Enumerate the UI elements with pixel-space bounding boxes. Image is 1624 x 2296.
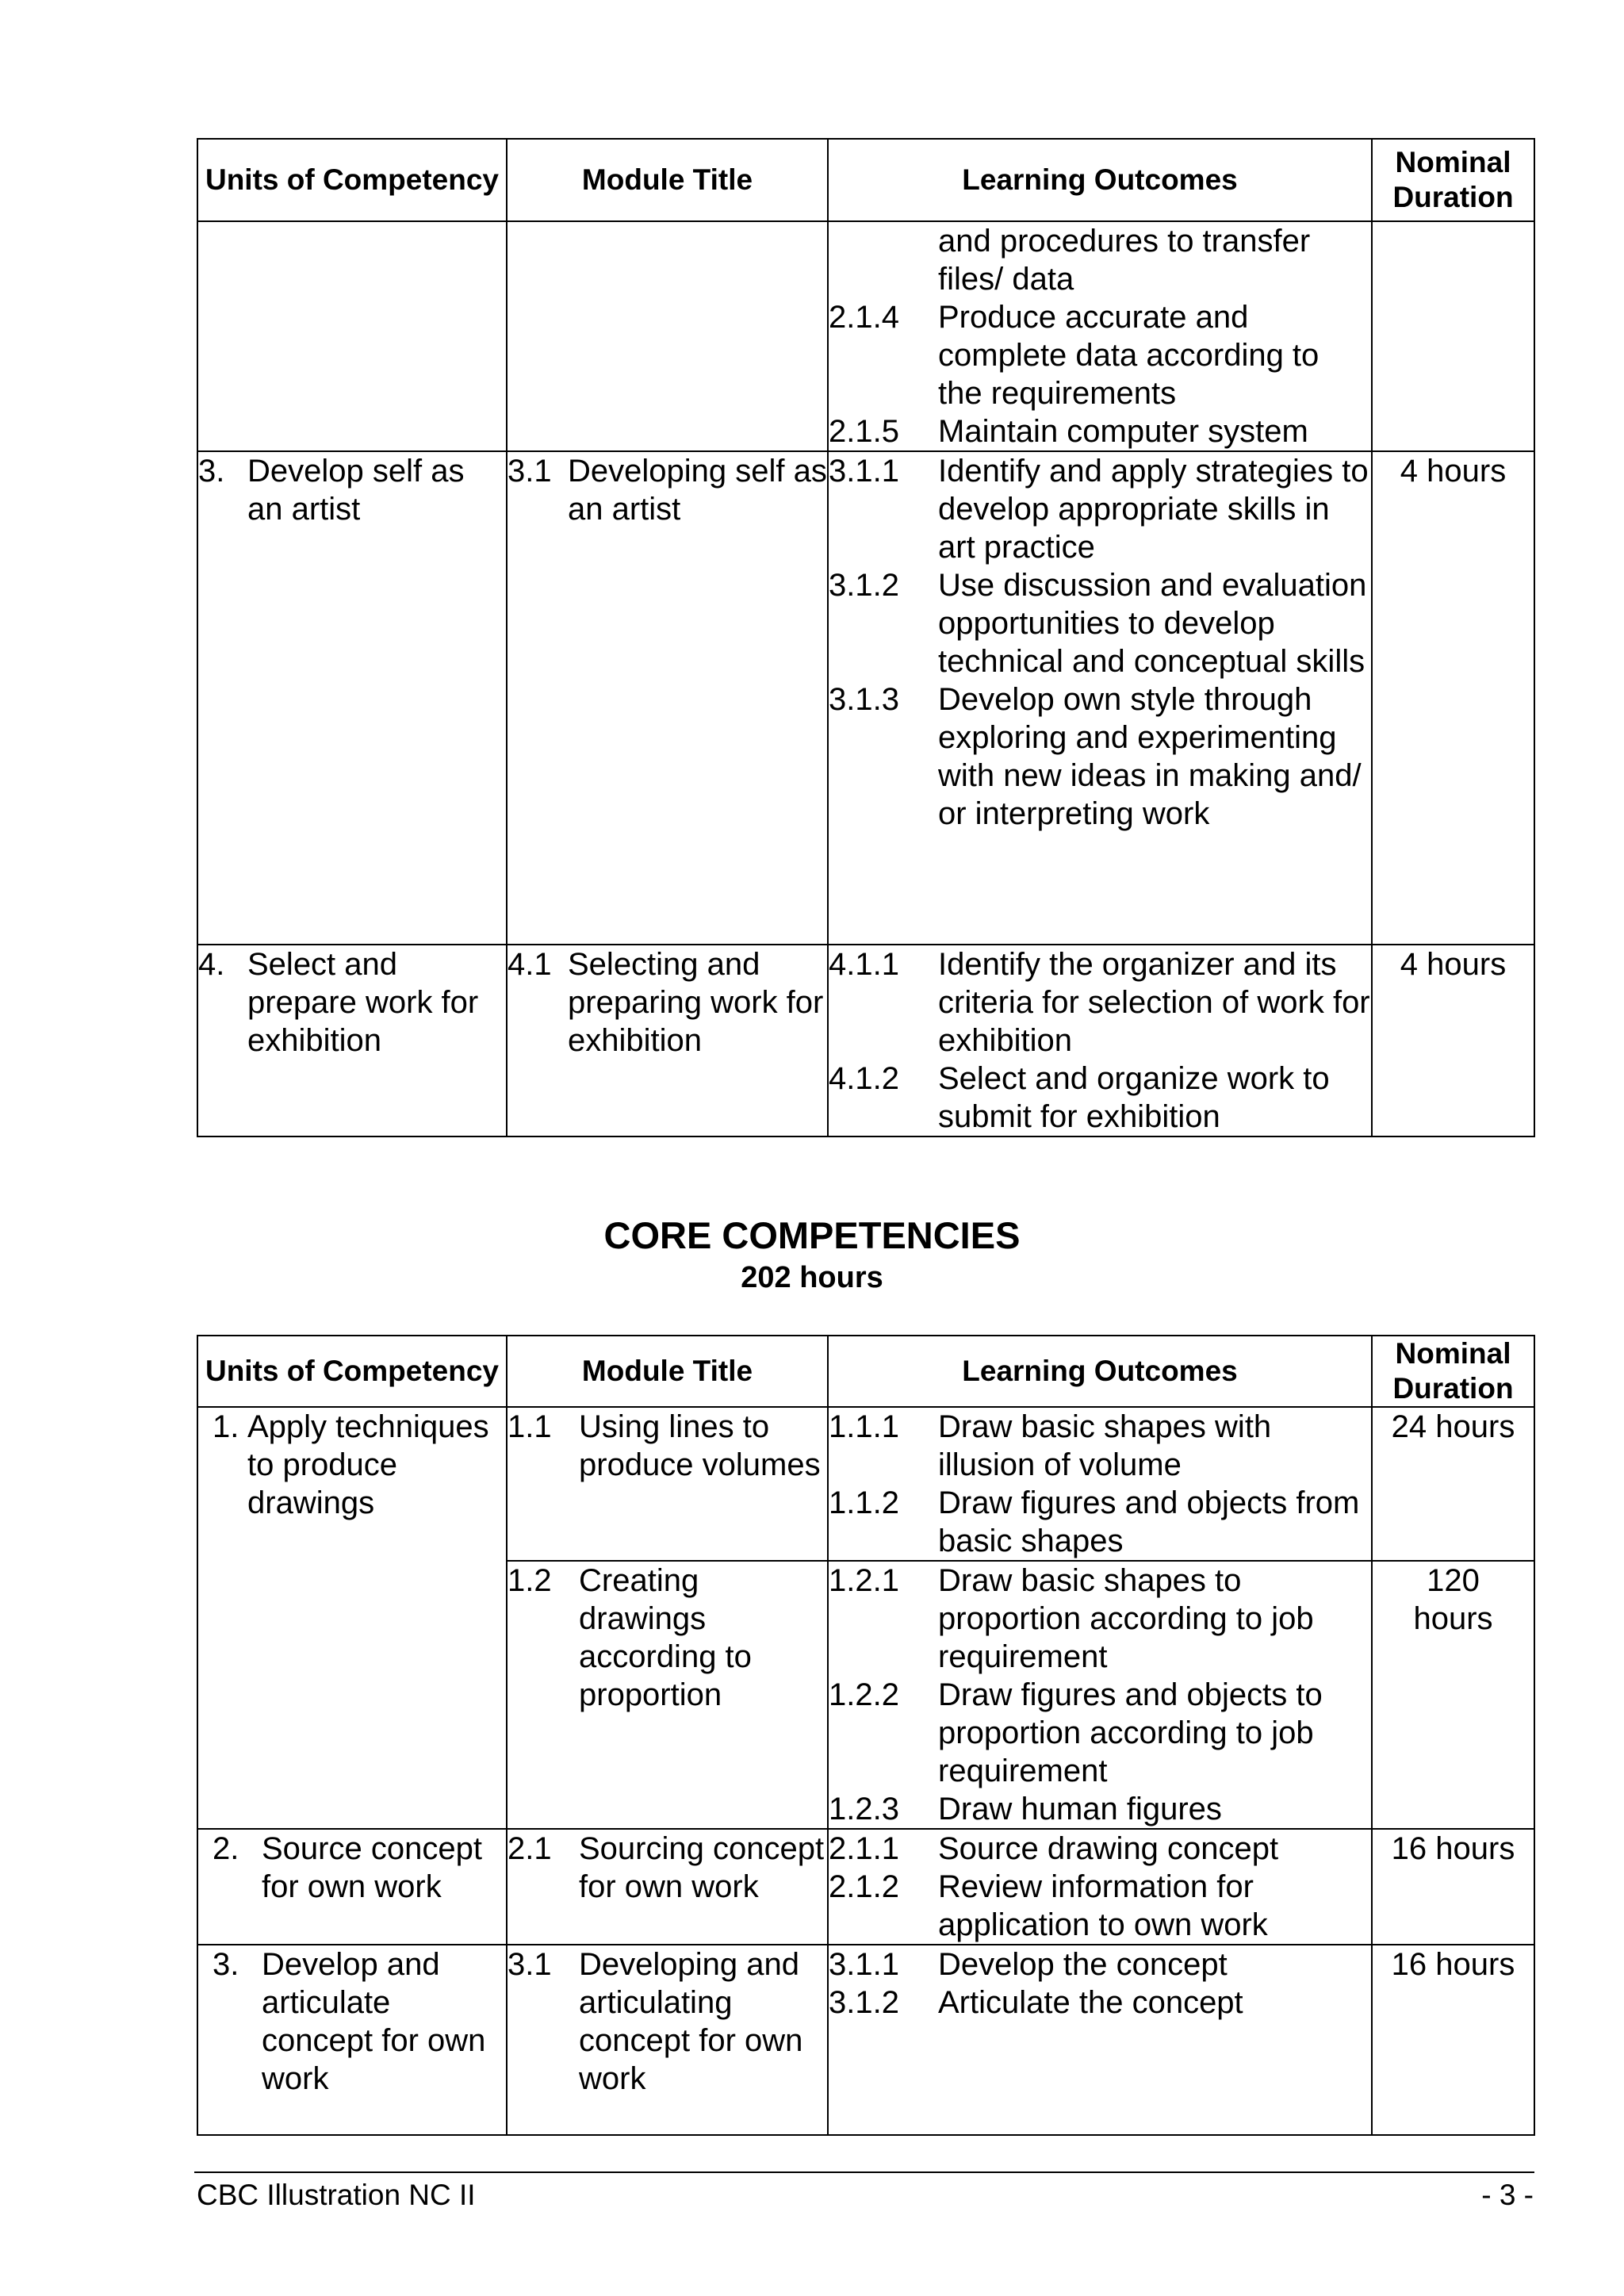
- basic-competencies-table-continued: [197, 138, 1535, 1137]
- table-header-row: [197, 1336, 1534, 1407]
- table-header-row: [197, 139, 1534, 221]
- outcome-number: 3.1.3: [829, 682, 899, 717]
- unit-number: 3.: [213, 1947, 239, 1982]
- table-row: [197, 221, 1534, 451]
- module-number: 1.2: [508, 1563, 552, 1598]
- outcome-item: [829, 680, 1371, 833]
- outcome-number: [829, 222, 938, 298]
- outcome-number: 2.1.4: [829, 300, 899, 335]
- outcome-text: Identify and apply strategies to develop appropriate skills in art practice: [938, 454, 1369, 565]
- outcome-item: [829, 298, 1371, 412]
- outcome-number: 1.1.2: [829, 1485, 899, 1520]
- outcome-number: 3.1.1: [829, 454, 899, 489]
- outcome-number: 4.1.1: [829, 947, 899, 982]
- module-number: 2.1: [508, 1831, 552, 1866]
- outcome-text: Draw human figures: [938, 1792, 1222, 1826]
- module-title: Using lines to produce volumes: [579, 1409, 821, 1482]
- outcome-text: Draw basic shapes to proportion according to job requirement: [938, 1563, 1314, 1674]
- module-title: Developing and articulating concept for own work: [579, 1947, 803, 2096]
- outcome-number: 1.2.1: [829, 1563, 899, 1598]
- outcomes-cell: [828, 1561, 1372, 1829]
- module-cell: [507, 945, 828, 1137]
- outcome-text: Review information for application to own work: [938, 1869, 1268, 1942]
- outcome-text: Select and organize work to submit for exhibition: [938, 1061, 1330, 1134]
- outcome-item: [829, 1868, 1371, 1944]
- outcomes-cell: [828, 945, 1372, 1137]
- outcome-item: [829, 1676, 1371, 1790]
- footer-divider: [194, 2171, 1534, 2173]
- unit-cell: [197, 1829, 507, 1945]
- module-title: Sourcing concept for own work: [579, 1831, 825, 1904]
- footer-document-title: CBC Illustration NC II: [197, 2179, 476, 2211]
- outcome-item: [829, 1408, 1371, 1484]
- header-outcomes: Learning Outcomes: [828, 1336, 1372, 1407]
- outcome-number: 2.1.2: [829, 1869, 899, 1904]
- table-row: [197, 1829, 1534, 1945]
- outcomes-cell: [828, 451, 1372, 945]
- outcome-text: Produce accurate and complete data according to the requirements: [938, 300, 1320, 411]
- header-module: Module Title: [507, 1336, 828, 1407]
- unit-title: Develop and articulate concept for own work: [262, 1947, 486, 2096]
- header-units: Units of Competency: [197, 1336, 507, 1407]
- module-number: 3.1: [508, 1947, 552, 1982]
- header-duration: Nominal Duration: [1372, 1336, 1534, 1407]
- module-title: Creating drawings according to proportion: [579, 1563, 752, 1712]
- unit-cell: [197, 221, 507, 451]
- table-row: [197, 1945, 1534, 2135]
- outcome-number: 4.1.2: [829, 1061, 899, 1096]
- outcome-number: 1.2.3: [829, 1792, 899, 1826]
- outcome-number: 3.1.1: [829, 1947, 899, 1982]
- header-duration: Nominal Duration: [1372, 139, 1534, 221]
- header-outcomes: Learning Outcomes: [828, 139, 1372, 221]
- duration-cell: [1372, 221, 1534, 451]
- unit-cell: [197, 451, 507, 945]
- module-title: Developing self as an artist: [568, 454, 827, 527]
- unit-cell: [197, 1407, 507, 1829]
- table-row: [197, 451, 1534, 945]
- outcome-text: Articulate the concept: [938, 1985, 1243, 2020]
- unit-title: Source concept for own work: [262, 1831, 482, 1904]
- outcome-item: [829, 222, 1371, 298]
- unit-title: Apply techniques to produce drawings: [247, 1409, 489, 1520]
- core-competencies-table: [197, 1335, 1535, 2136]
- outcome-number: 3.1.2: [829, 1985, 899, 2020]
- outcome-number: 1.2.2: [829, 1677, 899, 1712]
- outcome-item: [829, 1484, 1371, 1560]
- duration-cell: 4 hours: [1372, 945, 1534, 1137]
- module-cell: [507, 1407, 828, 1561]
- outcome-item: [829, 1060, 1371, 1136]
- outcome-number: 1.1.1: [829, 1409, 899, 1444]
- unit-number: 3.: [198, 454, 225, 489]
- unit-number: 2.: [213, 1831, 239, 1866]
- module-number: 1.1: [508, 1409, 552, 1444]
- footer-page-number: - 3 -: [1481, 2179, 1534, 2211]
- module-number: 3.1: [508, 454, 552, 489]
- outcome-item: [829, 452, 1371, 566]
- outcomes-cell: [828, 1407, 1372, 1561]
- outcome-text: Identify the organizer and its criteria for selection of work for exhibition: [938, 947, 1370, 1058]
- unit-title: Develop self as an artist: [247, 454, 465, 527]
- outcomes-cell: [828, 221, 1372, 451]
- module-cell: [507, 1561, 828, 1829]
- outcome-item: [829, 566, 1371, 680]
- outcome-item: [829, 1945, 1371, 1984]
- module-cell: [507, 1829, 828, 1945]
- outcomes-cell: [828, 1829, 1372, 1945]
- outcome-text: and procedures to transfer files/ data: [938, 224, 1311, 297]
- unit-title: Select and prepare work for exhibition: [247, 947, 479, 1058]
- duration-cell: 4 hours: [1372, 451, 1534, 945]
- outcome-text: Source drawing concept: [938, 1831, 1279, 1866]
- outcome-item: [829, 1790, 1371, 1828]
- outcome-number: 2.1.1: [829, 1831, 899, 1866]
- duration-cell: 120 hours: [1372, 1561, 1534, 1829]
- outcome-item: [829, 1830, 1371, 1868]
- outcome-number: 2.1.5: [829, 414, 899, 449]
- header-units: Units of Competency: [197, 139, 507, 221]
- module-title: Selecting and preparing work for exhibition: [568, 947, 824, 1058]
- unit-number: 4.: [198, 947, 225, 982]
- unit-cell: [197, 1945, 507, 2135]
- outcome-text: Develop the concept: [938, 1947, 1228, 1982]
- outcome-text: Use discussion and evaluation opportunities to develop technical and conceptual skills: [938, 568, 1367, 679]
- duration-cell: 16 hours: [1372, 1829, 1534, 1945]
- outcome-item: [829, 945, 1371, 1060]
- table-row: [197, 1407, 1534, 1561]
- core-competencies-title: CORE COMPETENCIES: [603, 1214, 1021, 1256]
- outcome-item: [829, 412, 1371, 450]
- outcome-text: Draw figures and objects from basic shapes: [938, 1485, 1360, 1558]
- outcome-text: Draw basic shapes with illusion of volume: [938, 1409, 1272, 1482]
- outcomes-cell: [828, 1945, 1372, 2135]
- module-cell: [507, 221, 828, 451]
- outcome-text: Develop own style through exploring and experimenting with new ideas in making and/ or interpreting work: [938, 682, 1362, 831]
- duration-cell: 16 hours: [1372, 1945, 1534, 2135]
- outcome-number: 3.1.2: [829, 568, 899, 603]
- outcome-text: Draw figures and objects to proportion according to job requirement: [938, 1677, 1323, 1788]
- table-row: [197, 945, 1534, 1137]
- header-module: Module Title: [507, 139, 828, 221]
- duration-cell: 24 hours: [1372, 1407, 1534, 1561]
- module-number: 4.1: [508, 947, 552, 982]
- module-cell: [507, 1945, 828, 2135]
- outcome-text: Maintain computer system: [938, 414, 1308, 449]
- module-cell: [507, 451, 828, 945]
- outcome-item: [829, 1984, 1371, 2022]
- outcome-item: [829, 1562, 1371, 1676]
- unit-number: 1.: [213, 1409, 239, 1444]
- unit-cell: [197, 945, 507, 1137]
- core-competencies-hours: 202 hours: [741, 1261, 883, 1294]
